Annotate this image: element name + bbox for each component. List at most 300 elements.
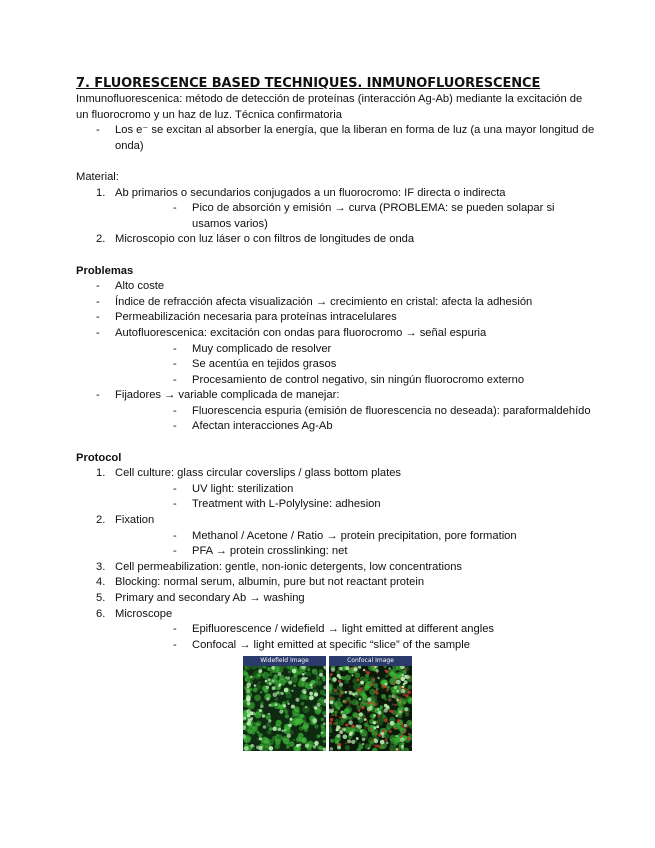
red-signal-dot [376,692,379,695]
fluorescence-haze [267,667,271,671]
cell-nucleus [281,730,283,732]
cell-nucleus [265,680,267,682]
cell-nucleus [258,669,262,673]
fluorescence-haze [302,739,305,742]
cell-nucleus [305,706,307,708]
cell-nucleus [362,738,365,741]
red-signal-dot [333,722,335,724]
cell-nucleus [396,690,399,693]
microscopy-figure [243,656,412,751]
cell-nucleus [290,718,293,721]
cell-nucleus [247,714,251,718]
cell-nucleus [263,725,267,729]
cell-nucleus [287,703,289,705]
red-signal-dot [407,689,409,691]
fluorescence-haze [296,738,301,743]
fluorescence-haze [262,674,265,677]
cell-nucleus [285,676,287,678]
cell-nucleus [332,677,336,681]
cell-nucleus [303,691,306,694]
fluorescence-haze [250,730,255,735]
fluorescence-haze [384,698,387,701]
cell-nucleus [266,686,269,689]
fluorescence-haze [301,702,304,705]
cell-nucleus [359,698,362,701]
fluorescence-haze [341,676,345,680]
red-signal-dot [387,722,389,724]
cell-nucleus [388,667,390,669]
cell-nucleus [396,680,401,685]
fluorescence-haze [286,700,289,703]
cell-nucleus [309,696,314,701]
cell-nucleus [321,731,324,734]
fluorescence-haze [300,715,306,721]
red-signal-dot [338,680,341,683]
cell-nucleus [403,683,405,685]
red-signal-dot [405,694,408,697]
fluorescence-haze [258,681,260,683]
fluorescence-haze [253,688,258,693]
red-signal-dot [407,714,409,716]
cell-nucleus [278,672,282,676]
cell-nucleus [351,674,353,676]
list-item: 1. Ab primarios o secundarios conjugados a un fluorocromo: IF directa o indirecta - Pico de absorción y emisión → curva (PROBLEMA: se pueden solapar si usamos varios) [76,186,596,233]
cell-nucleus [396,748,398,750]
cell-nucleus [266,697,269,700]
cell-nucleus [357,717,360,720]
cell-nucleus [353,667,357,671]
fluorescence-haze [387,669,394,676]
list-item: - Índice de refracción afecta visualización → crecimiento en cristal: afecta la adhesión [96,295,533,308]
red-signal-dot [402,732,404,734]
cell-nucleus [359,712,363,716]
fluorescence-haze [394,741,399,746]
cell-nucleus [342,728,346,732]
cell-nucleus [369,706,373,710]
red-signal-dot [410,722,412,724]
red-signal-dot [391,710,394,713]
fluorescence-haze [403,670,407,674]
sub-list-item: - Methanol / Acetone / Ratio → protein precipitation, pore formation [173,529,517,542]
cell-nucleus [259,709,262,712]
red-signal-dot [373,745,374,746]
list-item: - Permeabilización necesaria para proteínas intracelulares [96,311,397,324]
cell-nucleus [272,679,275,682]
cell-nucleus [384,683,387,686]
red-signal-dot [389,730,392,733]
fluorescence-haze [349,716,353,720]
cell-nucleus [367,697,371,701]
cell-nucleus [259,737,262,740]
sub-list-item: - PFA → protein crosslinking: net [173,545,348,558]
cell-nucleus [362,743,364,745]
cell-nucleus [247,721,251,725]
cell-nucleus [405,675,408,678]
red-signal-dot [365,727,367,729]
cell-nucleus [348,720,353,725]
cell-nucleus [401,689,405,693]
cell-nucleus [324,715,326,717]
cell-nucleus [330,700,334,704]
red-signal-dot [382,746,384,748]
sub-list-item: - Muy complicado de resolver [173,342,332,355]
cell-nucleus [279,710,283,714]
red-signal-dot [358,710,360,712]
red-signal-dot [401,715,402,716]
red-signal-dot [360,687,363,690]
red-signal-dot [397,719,400,722]
cell-nucleus [394,686,398,690]
red-signal-dot [403,711,404,712]
cell-nucleus [323,722,326,725]
protocol-heading: Protocol [76,451,122,464]
fluorescence-haze [256,731,259,734]
red-signal-dot [331,715,332,716]
fluorescence-haze [286,745,289,748]
fluorescence-haze [334,710,338,714]
red-signal-dot [391,749,393,751]
sub-list-item: - UV light: sterilization [173,482,294,495]
cell-nucleus [278,685,280,687]
red-signal-dot [401,703,403,705]
cell-nucleus [404,707,408,711]
cell-nucleus [374,739,378,743]
intro-definition: Inmunofluorescenica: método de detección de proteínas (interacción Ag-Ab) mediante la excitación de un fluorocromo y un haz de luz. Técnica confirmatoria [76,93,583,121]
red-signal-dot [368,703,371,706]
cell-nucleus [331,709,334,712]
red-signal-dot [377,715,380,718]
cell-nucleus [276,691,279,694]
fluorescence-haze [243,700,246,703]
cell-nucleus [260,704,264,708]
fluorescence-haze [289,741,295,747]
fluorescence-haze [276,734,283,741]
cell-nucleus [305,744,309,748]
cell-nucleus [364,718,367,721]
cell-nucleus [339,730,343,734]
cell-nucleus [247,686,249,688]
fluorescence-haze [358,742,361,745]
fluorescence-haze [279,704,282,707]
cell-nucleus [404,724,407,727]
fluorescence-haze [293,684,296,687]
fluorescence-haze [261,737,268,744]
cell-nucleus [373,714,376,717]
cell-nucleus [384,704,388,708]
cell-nucleus [360,730,362,732]
red-signal-dot [386,689,389,692]
cell-nucleus [399,711,402,714]
cell-nucleus [262,714,266,718]
red-signal-dot [369,684,371,686]
red-signal-dot [375,733,377,735]
cell-nucleus [336,734,340,738]
red-signal-dot [385,739,388,742]
cell-nucleus [311,687,313,689]
cell-nucleus [260,746,262,748]
red-signal-dot [377,745,380,748]
cell-nucleus [360,681,364,685]
protocol-list [76,466,596,653]
fluorescence-haze [321,718,325,722]
red-signal-dot [384,719,387,722]
red-signal-dot [339,694,342,697]
cell-nucleus [391,695,394,698]
red-signal-dot [345,724,348,727]
cell-nucleus [309,692,313,696]
red-signal-dot [357,678,360,681]
fluorescence-haze [363,732,368,737]
list-item: 6. Microscope - Epifluorescence / widefield → light emitted at different angles - Confocal → light emitted at specific “slice” of the sample [76,607,596,654]
fluorescence-haze [302,726,305,729]
red-signal-dot [400,698,402,700]
cell-nucleus [355,692,358,695]
fluorescence-haze [316,734,320,738]
cell-nucleus [377,708,379,710]
fluorescence-haze [365,723,369,727]
list-item: 5. Primary and secondary Ab → washing [96,592,305,604]
cell-nucleus [278,728,281,731]
cell-nucleus [330,747,333,750]
problemas-heading: Problemas [76,264,134,277]
fluorescence-haze [360,693,366,699]
cell-nucleus [269,682,272,685]
cell-nucleus [312,718,317,723]
red-signal-dot [367,671,370,674]
cell-nucleus [345,666,349,670]
cell-nucleus [342,714,347,719]
fluorescence-haze [345,745,350,750]
red-signal-dot [339,716,342,719]
cell-nucleus [356,737,359,740]
fluorescence-haze [336,670,340,674]
red-signal-dot [371,732,372,733]
cell-nucleus [396,699,399,702]
cell-nucleus [287,676,290,679]
cell-nucleus [339,667,343,671]
cell-nucleus [268,678,271,681]
cell-nucleus [256,746,260,750]
cell-nucleus [343,734,348,739]
cell-nucleus [244,746,249,751]
red-signal-dot [340,691,343,694]
red-signal-dot [364,702,366,704]
confocal-panel [329,656,412,751]
cell-nucleus [395,714,398,717]
document-page [76,76,596,653]
material-list [76,186,596,248]
red-signal-dot [334,689,337,692]
red-signal-dot [395,679,397,681]
cell-nucleus [247,702,251,706]
fluorescence-haze [254,695,261,702]
fluorescence-haze [330,739,334,743]
material-heading: Material: [76,170,119,183]
fluorescence-haze [274,744,279,749]
red-signal-dot [407,691,410,694]
cell-nucleus [269,746,274,751]
cell-nucleus [378,711,382,715]
red-signal-dot [367,720,368,721]
cell-nucleus [390,721,395,726]
cell-nucleus [380,740,385,745]
list-item: 1. Cell culture: glass circular coverslips / glass bottom plates - UV light: sterilization - Treatment with L-Polylysine: adhesion [76,466,596,513]
cell-nucleus [288,680,292,684]
widefield-panel [243,656,326,751]
list-item: - Alto coste [96,280,165,293]
fluorescence-haze [335,722,338,725]
problemas-list [76,279,596,435]
red-signal-dot [373,690,375,692]
cell-nucleus [386,742,389,745]
cell-nucleus [368,747,370,749]
fluorescence-haze [323,712,326,715]
fluorescence-haze [288,670,291,673]
fluorescence-haze [346,697,350,701]
fluorescence-haze [334,702,338,706]
cell-nucleus [269,704,272,707]
sub-list-item: - Treatment with L-Polylysine: adhesion [173,498,381,511]
cell-nucleus [283,704,286,707]
cell-nucleus [376,725,379,728]
fluorescence-haze [322,678,326,682]
cell-nucleus [400,737,405,742]
fluorescence-haze [398,675,401,678]
cell-nucleus [272,727,276,731]
fluorescence-haze [323,740,326,743]
red-signal-dot [364,716,366,718]
sub-list-item: - Pico de absorción y emisión → curva (PROBLEMA: se pueden solapar si usamos varios) [173,202,555,230]
list-item: - Fijadores → variable complicada de manejar: - Fluorescencia espuria (emisión de fluorescencia no deseada): paraformaldehído - Afectan interacciones Ag-Ab [76,388,596,435]
fluorescence-haze [316,680,322,686]
cell-nucleus [351,740,355,744]
fluorescence-haze [300,694,306,700]
section-title: 7. FLUORESCENCE BASED TECHNIQUES. INMUNOFLUORESCENCE [76,76,541,91]
red-signal-dot [349,700,351,702]
fluorescence-haze [268,672,272,676]
red-signal-dot [373,702,375,704]
sub-list-item: - Afectan interacciones Ag-Ab [173,420,333,433]
fluorescence-haze [260,691,263,694]
red-signal-dot [395,695,397,697]
fluorescence-haze [293,739,296,742]
red-signal-dot [363,685,364,686]
fluorescence-haze [266,722,271,727]
sub-list-item: - Epifluorescence / widefield → light emitted at different angles [173,623,495,636]
cell-nucleus [376,669,379,672]
cell-nucleus [268,719,271,722]
fluorescence-haze [275,697,279,701]
red-signal-dot [371,683,374,686]
red-signal-dot [345,742,347,744]
cell-nucleus [316,703,320,707]
red-signal-dot [385,670,388,673]
red-signal-dot [357,704,358,705]
list-item: 3. Cell permeabilization: gentle, non-ionic detergents, low concentrations [96,560,463,573]
red-signal-dot [361,706,364,709]
cell-nucleus [302,673,305,676]
red-signal-dot [408,737,411,740]
fluorescence-haze [352,712,358,718]
fluorescence-haze [385,675,388,678]
list-item: 2. Fixation - Methanol / Acetone / Ratio → protein precipitation, pore formation - PFA → protein crosslinking: net [76,513,596,560]
list-item: 4. Blocking: normal serum, albumin, pure but not reactant protein [96,576,425,589]
red-signal-dot [394,727,396,729]
fluorescence-haze [356,705,361,710]
fluorescence-haze [294,706,300,712]
red-signal-dot [344,700,347,703]
fluorescence-haze [319,746,324,751]
cell-nucleus [296,744,299,747]
red-signal-dot [388,674,389,675]
cell-nucleus [315,743,318,746]
red-signal-dot [401,735,403,737]
cell-nucleus [291,690,293,692]
cell-nucleus [292,669,297,674]
red-signal-dot [394,676,396,678]
red-signal-dot [403,693,406,696]
fluorescence-haze [267,730,272,735]
fluorescence-haze [285,714,289,718]
fluorescence-haze [373,683,378,688]
cell-nucleus [280,692,283,695]
red-signal-dot [348,705,349,706]
cell-nucleus [246,695,250,699]
cell-nucleus [314,706,318,710]
fluorescence-haze [283,738,290,745]
fluorescence-haze [258,733,263,738]
red-signal-dot [330,673,332,675]
cell-nucleus [319,673,323,677]
list-item: - Los e⁻ se excitan al absorber la energía, que la liberan en forma de luz (a una mayor longitud de onda) [96,124,595,152]
cell-nucleus [246,682,251,687]
red-signal-dot [376,689,378,691]
cell-nucleus [284,729,286,731]
cell-nucleus [339,683,343,687]
cell-nucleus [377,677,380,680]
red-signal-dot [374,681,375,682]
widefield-caption: Widefield Image [243,656,326,666]
red-signal-dot [373,678,375,680]
red-signal-dot [408,733,410,735]
cell-nucleus [396,735,398,737]
cell-nucleus [272,686,276,690]
red-signal-dot [330,697,333,700]
cell-nucleus [373,721,376,724]
cell-nucleus [246,689,250,693]
cell-nucleus [374,726,377,729]
cell-nucleus [349,733,352,736]
red-signal-dot [381,684,384,687]
red-signal-dot [367,721,368,722]
fluorescence-haze [304,725,307,728]
cell-nucleus [337,746,341,750]
list-item: 2. Microscopio con luz láser o con filtros de longitudes de onda [96,233,415,246]
red-signal-dot [335,714,337,716]
fluorescence-haze [392,703,394,705]
cell-nucleus [310,684,313,687]
list-item: - Autofluorescenica: excitación con ondas para fluorocromo → señal espuria - Muy complicado de resolver - Se acentúa en tejidos grasos - Procesamiento de control negativo, sin ningún fluorocromo externo [76,326,596,388]
red-signal-dot [371,728,373,730]
intro-list [76,123,596,154]
red-signal-dot [351,725,354,728]
fluorescence-haze [345,707,352,714]
cell-nucleus [252,712,256,716]
fluorescence-haze [315,673,319,677]
red-signal-dot [367,711,369,713]
confocal-caption: Confocal Image [329,656,412,666]
cell-nucleus [291,705,295,709]
